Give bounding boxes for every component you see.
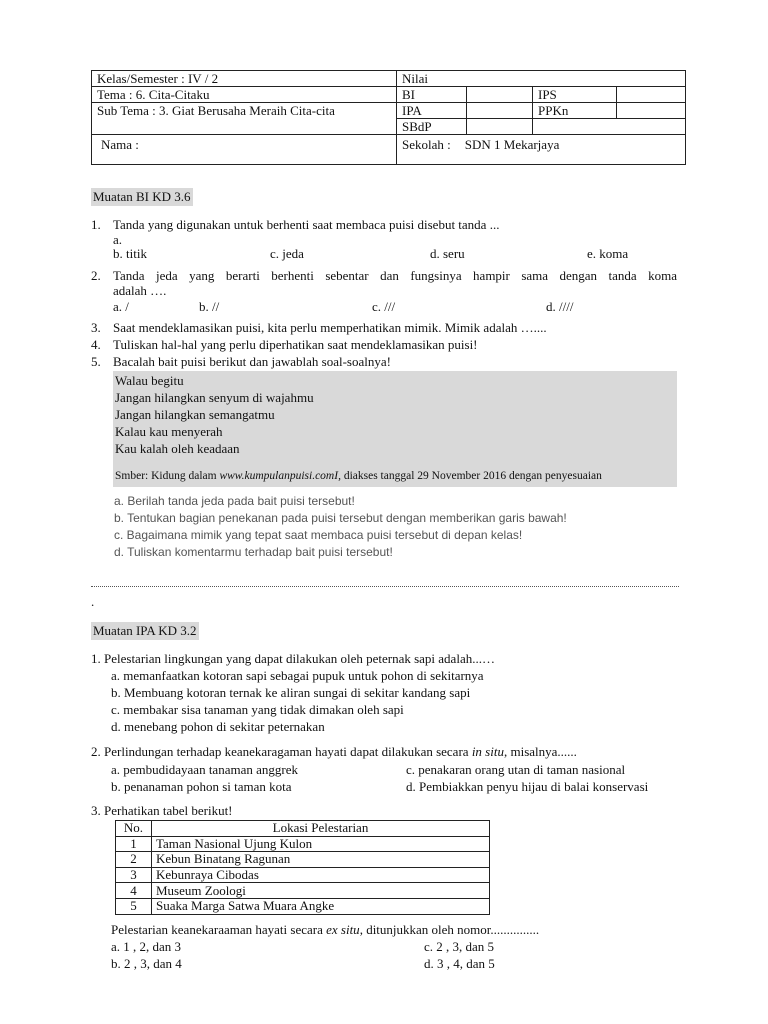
- bi-q4-number: 4.: [91, 337, 101, 352]
- subject-ppkn: PPKn: [533, 103, 617, 119]
- table-header-location: Lokasi Pelestarian: [152, 821, 490, 837]
- ipa-q2-text-em: in situ: [471, 744, 504, 759]
- bi-q2-option-b[interactable]: b. //: [199, 299, 220, 314]
- table-row: [116, 852, 490, 868]
- bi-q2-option-a[interactable]: a. /: [113, 299, 129, 314]
- bi-q2-option-d[interactable]: d. ////: [546, 299, 574, 314]
- ipa-q3-question: [111, 922, 539, 938]
- bi-q2-line2: adalah ….: [113, 283, 167, 298]
- kelas-cell: Kelas/Semester : IV / 2: [92, 71, 397, 87]
- bi-q3-number: 3.: [91, 320, 101, 335]
- bi-q2-line1: Tanda jeda yang berarti berhenti sebentar dan fungsinya hampir sama dengan tanda koma: [113, 268, 677, 283]
- table-cell-location: Taman Nasional Ujung Kulon: [152, 836, 490, 852]
- source-site: www.kumpulanpuisi.comI,: [219, 470, 341, 482]
- ipa-q2-text-pre: 2. Perlindungan terhadap keanekaragaman hayati dapat dilakukan secara: [91, 744, 472, 759]
- ipa-q2-text: [91, 744, 577, 760]
- bi-q1-option-b[interactable]: b. titik: [113, 246, 147, 261]
- table-row: [116, 836, 490, 852]
- sekolah-value: SDN 1 Mekarjaya: [464, 137, 560, 152]
- table-cell-location: Museum Zoologi: [152, 883, 490, 899]
- poem-line-5: Kau kalah oleh keadaan: [115, 441, 240, 456]
- bi-q2-option-c[interactable]: c. ///: [372, 299, 396, 314]
- bi-q5-text: Bacalah bait puisi berikut dan jawablah soal-soalnya!: [113, 354, 391, 369]
- bi-q2-number: 2.: [91, 268, 101, 283]
- table-header-row: [116, 821, 490, 837]
- score-ips[interactable]: [617, 87, 686, 103]
- section-ipa-title: Muatan IPA KD 3.2: [93, 623, 197, 638]
- score-sbdp[interactable]: [467, 119, 533, 135]
- score-bi[interactable]: [467, 87, 533, 103]
- ipa-q2-option-b[interactable]: b. penanaman pohon si taman kota: [111, 779, 292, 794]
- bi-q3-text: Saat mendeklamasikan puisi, kita perlu memperhatikan mimik. Mimik adalah …....: [113, 320, 547, 335]
- identity-table: [91, 70, 686, 165]
- ipa-q2-text-post: , misalnya......: [503, 744, 577, 759]
- poem-line-2: Jangan hilangkan senyum di wajahmu: [115, 390, 314, 405]
- ipa-q3-option-a[interactable]: a. 1 , 2, dan 3: [111, 939, 182, 954]
- ipa-q2-option-d[interactable]: d. Pembiakkan penyu hijau di balai konservasi: [406, 779, 649, 794]
- ipa-q3-question-em: ex situ: [326, 922, 360, 937]
- table-row: [116, 898, 490, 914]
- subject-ips: IPS: [533, 87, 617, 103]
- table-cell-no: 2: [116, 852, 152, 868]
- table-header-no: No.: [116, 821, 152, 837]
- poem-line-3: Jangan hilangkan semangatmu: [115, 407, 275, 422]
- ipa-q2-option-c[interactable]: c. penakaran orang utan di taman nasional: [406, 762, 626, 777]
- ipa-q1-option-a[interactable]: a. memanfaatkan kotoran sapi sebagai pupuk untuk pohon di sekitarnya: [111, 668, 484, 683]
- table-cell-location: Kebunraya Cibodas: [152, 867, 490, 883]
- ipa-q3-option-d[interactable]: d. 3 , 4, dan 5: [424, 956, 495, 971]
- location-table: [115, 820, 490, 915]
- bi-q1-option-e[interactable]: e. koma: [587, 246, 629, 261]
- ipa-q3-text: 3. Perhatikan tabel berikut!: [91, 803, 233, 818]
- sekolah-cell: [397, 135, 686, 165]
- table-cell-no: 1: [116, 836, 152, 852]
- poem-question-b: b. Tentukan bagian penekanan pada puisi tersebut dengan memberikan garis bawah!: [114, 511, 567, 525]
- table-cell-location: Suaka Marga Satwa Muara Angke: [152, 898, 490, 914]
- nama-field[interactable]: [92, 135, 397, 165]
- ipa-q1-option-c[interactable]: c. membakar sisa tanaman yang tidak dimakan oleh sapi: [111, 702, 404, 717]
- subtema-cell: Sub Tema : 3. Giat Berusaha Meraih Cita-cita: [92, 103, 397, 135]
- poem-line-4: Kalau kau menyerah: [115, 424, 223, 439]
- subject-bi: BI: [397, 87, 467, 103]
- poem-question-a: a. Berilah tanda jeda pada bait puisi tersebut!: [114, 494, 355, 508]
- bi-q1-text: Tanda yang digunakan untuk berhenti saat membaca puisi disebut tanda ...: [113, 217, 500, 232]
- bi-q1-option-d[interactable]: d. seru: [430, 246, 465, 261]
- ipa-q3-option-c[interactable]: c. 2 , 3, dan 5: [424, 939, 495, 954]
- ipa-q3-question-post: , ditunjukkan oleh nomor...............: [359, 922, 540, 937]
- table-row: [116, 867, 490, 883]
- ipa-q2-option-a[interactable]: a. pembudidayaan tanaman anggrek: [111, 762, 298, 777]
- ipa-q1-option-d[interactable]: d. menebang pohon di sekitar peternakan: [111, 719, 325, 734]
- poem-question-d: d. Tuliskan komentarmu terhadap bait puisi tersebut!: [114, 545, 393, 559]
- table-cell-no: 5: [116, 898, 152, 914]
- bi-q1-number: 1.: [91, 217, 101, 232]
- poem-source: [115, 470, 602, 482]
- ipa-q1-text: 1. Pelestarian lingkungan yang dapat dilakukan oleh peternak sapi adalah...…: [91, 651, 495, 666]
- source-prefix: Smber: Kidung dalam: [115, 470, 220, 482]
- poem-question-c: c. Bagaimana mimik yang tepat saat membaca puisi tersebut di depan kelas!: [114, 528, 523, 542]
- section-bi-title: Muatan BI KD 3.6: [93, 189, 191, 204]
- nilai-cell: Nilai: [397, 71, 686, 87]
- table-cell-no: 3: [116, 867, 152, 883]
- tema-cell: Tema : 6. Cita-Citaku: [92, 87, 397, 103]
- bi-q4-text: Tuliskan hal-hal yang perlu diperhatikan saat mendeklamasikan puisi!: [113, 337, 478, 352]
- bi-q1-option-c[interactable]: c. jeda: [270, 246, 304, 261]
- table-cell-no: 4: [116, 883, 152, 899]
- sekolah-label: Sekolah :: [402, 137, 451, 152]
- answer-dotted-line[interactable]: [91, 581, 679, 587]
- nama-label: Nama :: [101, 137, 139, 152]
- source-suffix: diakses tanggal 29 November 2016 dengan penyesuaian: [340, 470, 602, 482]
- ipa-q1-option-b[interactable]: b. Membuang kotoran ternak ke aliran sungai di sekitar kandang sapi: [111, 685, 471, 700]
- poem-line-1: Walau begitu: [115, 373, 184, 388]
- subject-sbdp: SBdP: [397, 119, 467, 135]
- ipa-q3-option-b[interactable]: b. 2 , 3, dan 4: [111, 956, 182, 971]
- table-row: [116, 883, 490, 899]
- subject-ipa: IPA: [397, 103, 467, 119]
- score-ppkn[interactable]: [617, 103, 686, 119]
- dotted-line-end: .: [91, 594, 95, 609]
- score-ipa[interactable]: [467, 103, 533, 119]
- table-cell-location: Kebun Binatang Ragunan: [152, 852, 490, 868]
- bi-q1-blank-a: a.: [113, 232, 123, 247]
- bi-q5-number: 5.: [91, 354, 101, 369]
- ipa-q3-question-pre: Pelestarian keanekaraaman hayati secara: [111, 922, 327, 937]
